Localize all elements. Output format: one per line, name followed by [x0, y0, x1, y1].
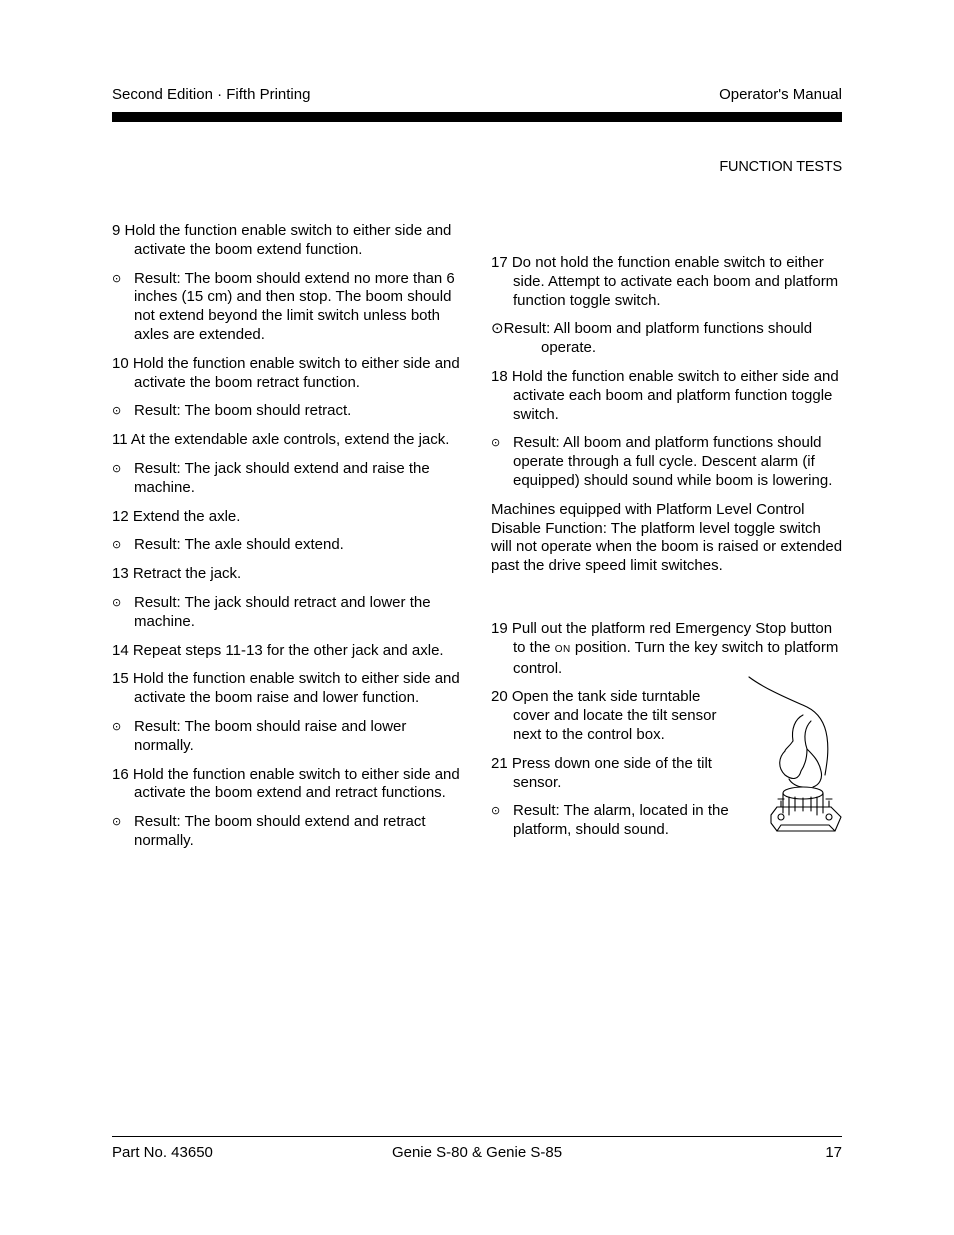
result-16: [112, 813, 467, 851]
result-bullet-icon: ⊙: [112, 462, 122, 475]
result-bullet-icon: ⊙: [491, 805, 501, 818]
result-11-text: Result: The jack should extend and raise the machine.: [134, 459, 430, 496]
header-rule: [112, 112, 842, 122]
step-18: [491, 368, 843, 424]
step-12-text: 12 Extend the axle.: [112, 507, 241, 525]
step-9: [112, 222, 467, 260]
step-11-text: 11 At the extendable axle controls, extend the jack.: [112, 431, 450, 449]
step-19: [491, 620, 843, 678]
result-18-text: Result: All boom and platform functions should operate through a full cycle. Descent alarm (if equipped) should sound while boom is lowering.: [513, 434, 833, 489]
step-11: [112, 431, 467, 450]
step-12: [112, 508, 467, 527]
step-13-text: 13 Retract the jack.: [112, 565, 242, 583]
result-10: [112, 402, 467, 421]
result-21: [491, 802, 729, 840]
result-bullet-icon: ⊙: [112, 272, 122, 285]
result-10-text: Result: The boom should retract.: [134, 402, 352, 420]
step-14: [112, 642, 467, 661]
step-13: [112, 565, 467, 584]
result-9: [112, 270, 467, 345]
footer-model: Genie S-80 & Genie S-85: [391, 1144, 563, 1161]
result-11: [112, 460, 467, 498]
result-bullet-icon: ⊙: [112, 720, 122, 733]
figure-text-block: [491, 688, 729, 840]
step-15-text: 15 Hold the function enable switch to either side and activate the boom raise and lower function.: [112, 670, 460, 707]
on-label: ON: [554, 643, 571, 655]
header-edition: Second Edition · Fifth Printing: [112, 86, 311, 103]
result-21-text: Result: The alarm, located in the platform, should sound.: [513, 802, 729, 839]
step-16: [112, 766, 467, 804]
result-15-text: Result: The boom should raise and lower normally.: [134, 717, 407, 754]
step-20-text: 20 Open the tank side turntable cover and locate the tilt sensor next to the control box.: [491, 688, 717, 743]
footer-rule: [112, 1136, 842, 1137]
step-19-text-b: position. Turn the key switch to platform control.: [513, 638, 839, 677]
step-15: [112, 670, 467, 708]
left-column: [112, 222, 467, 861]
result-15: [112, 718, 467, 756]
result-bullet-icon: ⊙: [491, 437, 501, 450]
result-18: [491, 434, 843, 490]
step-19-text-a: 19 Pull out the platform red Emergency Stop button to the: [491, 619, 833, 656]
step-17: [491, 254, 843, 310]
step-21-text: 21 Press down one side of the tilt sensor.: [491, 754, 712, 791]
result-bullet-icon: ⊙: [112, 816, 122, 829]
page-number: 17: [825, 1144, 842, 1161]
step-16-text: 16 Hold the function enable switch to either side and activate the boom extend and retract functions.: [112, 765, 460, 802]
platform-level-note: Machines equipped with Platform Level Control Disable Function: The platform level toggle switch will not operate when the boom is raised or extended past the drive speed limit switches.: [491, 500, 843, 575]
step-10-text: 10 Hold the function enable switch to either side and activate the boom retract function.: [112, 354, 460, 391]
result-16-text: Result: The boom should extend and retract normally.: [134, 813, 426, 849]
result-bullet-icon: ⊙: [112, 405, 122, 418]
result-9-text: Result: The boom should extend no more than 6 inches (15 cm) and then stop. The boom should not extend beyond the limit switch unless both axles are extended.: [134, 269, 455, 343]
result-bullet-icon: ⊙: [491, 320, 504, 338]
step-9-text: 9 Hold the function enable switch to either side and activate the boom extend function.: [112, 222, 452, 258]
step-17-text: 17 Do not hold the function enable switch to either side. Attempt to activate each boom and platform function toggle switch.: [491, 254, 839, 309]
spacer: [491, 586, 843, 620]
result-bullet-icon: ⊙: [112, 596, 122, 609]
step-20: [491, 688, 729, 744]
step-14-text: 14 Repeat steps 11-13 for the other jack and axle.: [112, 641, 444, 659]
tilt-sensor-hand-illustration: [745, 675, 845, 837]
step-21: [491, 755, 729, 793]
result-12: [112, 536, 467, 555]
result-17: [491, 320, 843, 358]
footer-part-number: Part No. 43650: [112, 1144, 213, 1161]
section-title: FUNCTION TESTS: [719, 159, 842, 175]
result-bullet-icon: ⊙: [112, 539, 122, 552]
result-13-text: Result: The jack should retract and lower the machine.: [134, 593, 431, 630]
result-17-text: Result: All boom and platform functions should operate.: [503, 320, 813, 357]
step-18-text: 18 Hold the function enable switch to either side and activate each boom and platform function toggle switch.: [491, 367, 839, 423]
header-manual-title: Operator's Manual: [719, 86, 842, 103]
step-10: [112, 355, 467, 393]
result-12-text: Result: The axle should extend.: [134, 536, 344, 554]
result-13: [112, 594, 467, 632]
